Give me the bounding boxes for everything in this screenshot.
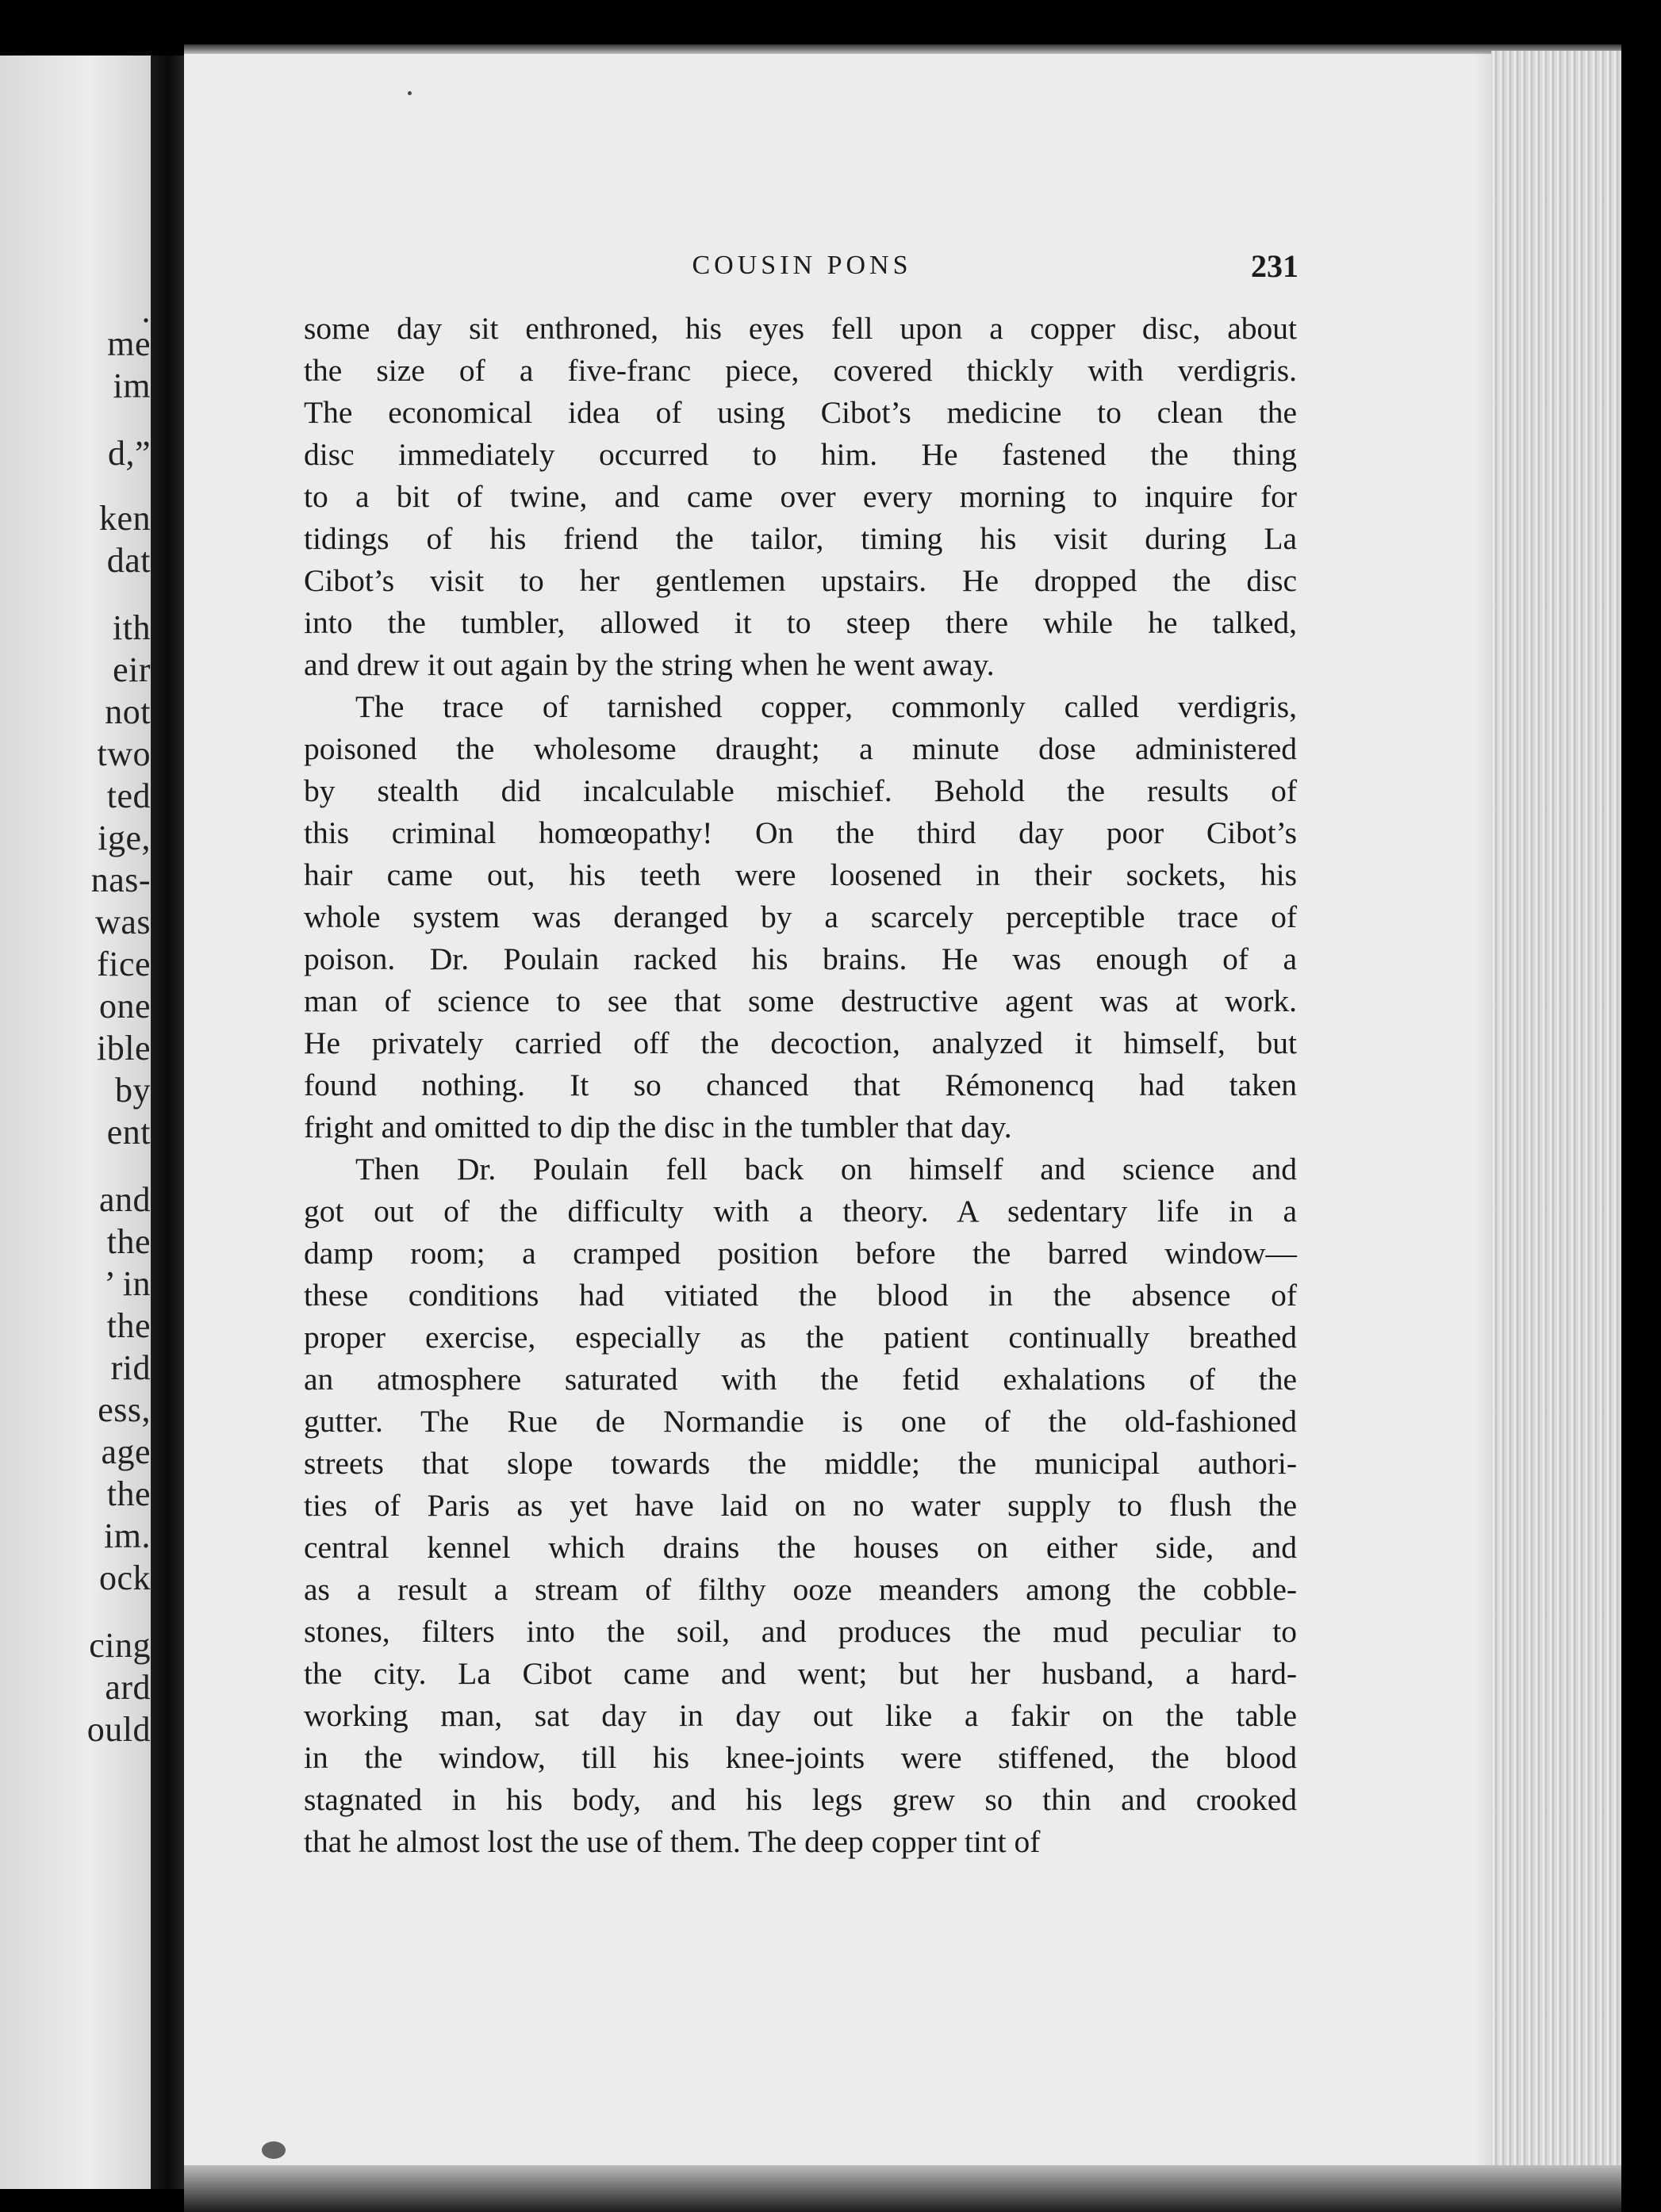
text-line: man of science to see that some destructive agent was at work.	[304, 983, 1297, 1018]
text-line: The economical idea of using Cibot’s medicine to clean the	[304, 395, 1297, 430]
text-line: found nothing. It so chanced that Rémonencq had taken	[304, 1068, 1297, 1102]
text-line: Then Dr. Poulain fell back on himself and science and	[355, 1152, 1297, 1187]
running-head	[305, 248, 1298, 290]
page-top-edge	[184, 44, 1621, 54]
left-page-fragment: ard	[105, 1668, 151, 1707]
scan-top-border	[0, 0, 1661, 51]
text-line: hair came out, his teeth were loosened in their sockets, his	[304, 857, 1297, 892]
left-page-fragment: the	[106, 1306, 151, 1345]
left-page-fragment: the	[106, 1474, 151, 1513]
book-gutter	[151, 56, 184, 2189]
text-line: got out of the difficulty with a theory. A sedentary life in a	[304, 1194, 1297, 1229]
left-page-fragment: ige,	[98, 818, 151, 857]
text-line: fright and omitted to dip the disc in the tumbler that day.	[304, 1110, 1012, 1144]
text-line: into the tumbler, allowed it to steep there while he talked,	[304, 605, 1297, 640]
left-page-fragment: age	[101, 1432, 151, 1471]
left-page-fragment: one	[98, 987, 151, 1025]
left-page-fragment: im	[113, 366, 151, 405]
text-line: streets that slope towards the middle; the municipal authori-	[304, 1446, 1297, 1481]
left-page-fragment: ith	[113, 608, 151, 647]
left-page-fragment: not	[105, 692, 151, 731]
text-line: stagnated in his body, and his legs grew so thin and crooked	[304, 1782, 1297, 1817]
left-page-fragment: dat	[106, 541, 151, 580]
text-line: the size of a five-franc piece, covered thickly with verdigris.	[304, 353, 1297, 388]
text-line: disc immediately occurred to him. He fastened the thing	[304, 437, 1297, 472]
text-line: He privately carried off the decoction, analyzed it himself, but	[304, 1025, 1297, 1060]
left-page-fragment: im.	[104, 1516, 151, 1555]
left-page-fragment: ess,	[98, 1390, 151, 1429]
text-line: poisoned the wholesome draught; a minute dose administered	[304, 731, 1297, 766]
text-line: in the window, till his knee-joints were stiffened, the blood	[304, 1740, 1297, 1775]
scan-speck	[408, 91, 412, 95]
left-page-fragment: d,”	[107, 434, 151, 473]
text-line: gutter. The Rue de Normandie is one of the old-fashioned	[304, 1404, 1297, 1439]
text-line: stones, filters into the soil, and produces the mud peculiar to	[304, 1614, 1297, 1649]
left-page-fragment: cing	[89, 1626, 151, 1665]
running-title: COUSIN PONS	[692, 251, 912, 280]
left-page-fragment: .	[141, 291, 151, 330]
body-text	[304, 308, 1297, 1863]
scan-bottom-border	[184, 2165, 1621, 2212]
left-page-fragment: me	[107, 324, 151, 363]
left-page-fragment: fice	[97, 945, 151, 983]
page-number: 231	[1251, 248, 1298, 284]
text-line: and drew it out again by the string when he went away.	[304, 647, 995, 682]
left-page-fragment: ould	[86, 1710, 151, 1749]
left-page-fragment: rid	[110, 1348, 151, 1387]
left-page-fragment: ’ in	[104, 1264, 151, 1303]
text-line: proper exercise, especially as the patient continually breathed	[304, 1320, 1297, 1355]
scan-right-border	[1621, 0, 1661, 2212]
page-block-edges	[1491, 51, 1621, 2192]
left-page-fragment: two	[97, 734, 151, 773]
text-line: ties of Paris as yet have laid on no water supply to flush the	[304, 1488, 1297, 1523]
left-page-fragment: the	[106, 1222, 151, 1261]
left-page-fragment: ock	[98, 1558, 151, 1597]
text-line: some day sit enthroned, his eyes fell upon a copper disc, about	[304, 311, 1297, 346]
text-line: working man, sat day in day out like a fakir on the table	[304, 1698, 1297, 1733]
left-page-fragment: nas-	[90, 861, 151, 899]
text-line: central kennel which drains the houses on either side, and	[304, 1530, 1297, 1565]
text-line: to a bit of twine, and came over every morning to inquire for	[304, 479, 1297, 514]
text-line: that he almost lost the use of them. The deep copper tint of	[304, 1824, 1041, 1859]
text-line: these conditions had vitiated the blood in the absence of	[304, 1278, 1297, 1313]
left-page-fragment: and	[98, 1180, 151, 1219]
left-facing-page	[0, 56, 151, 2189]
text-line: an atmosphere saturated with the fetid exhalations of the	[304, 1362, 1297, 1397]
text-line: poison. Dr. Poulain racked his brains. He was enough of a	[304, 941, 1297, 976]
text-line: Cibot’s visit to her gentlemen upstairs. He dropped the disc	[304, 563, 1297, 598]
text-line: by stealth did incalculable mischief. Behold the results of	[304, 773, 1297, 808]
left-page-fragment: ible	[97, 1029, 151, 1068]
text-line: this criminal homœopathy! On the third day poor Cibot’s	[304, 815, 1297, 850]
text-line: tidings of his friend the tailor, timing his visit during La	[304, 521, 1297, 556]
text-line: whole system was deranged by a scarcely perceptible trace of	[304, 899, 1297, 934]
text-line: The trace of tarnished copper, commonly called verdigris,	[355, 689, 1297, 724]
left-page-fragment: ken	[98, 499, 151, 538]
scan-blot	[262, 2141, 286, 2159]
left-page-fragment: ted	[106, 776, 151, 815]
text-line: as a result a stream of filthy ooze meanders among the cobble-	[304, 1572, 1297, 1607]
left-page-fragment: ent	[106, 1113, 151, 1152]
text-line: damp room; a cramped position before the barred window—	[304, 1236, 1297, 1271]
text-line: the city. La Cibot came and went; but her husband, a hard-	[304, 1656, 1297, 1691]
left-page-fragment: was	[95, 903, 151, 941]
left-page-fragment: eir	[113, 650, 151, 689]
left-page-fragment: by	[115, 1071, 151, 1110]
